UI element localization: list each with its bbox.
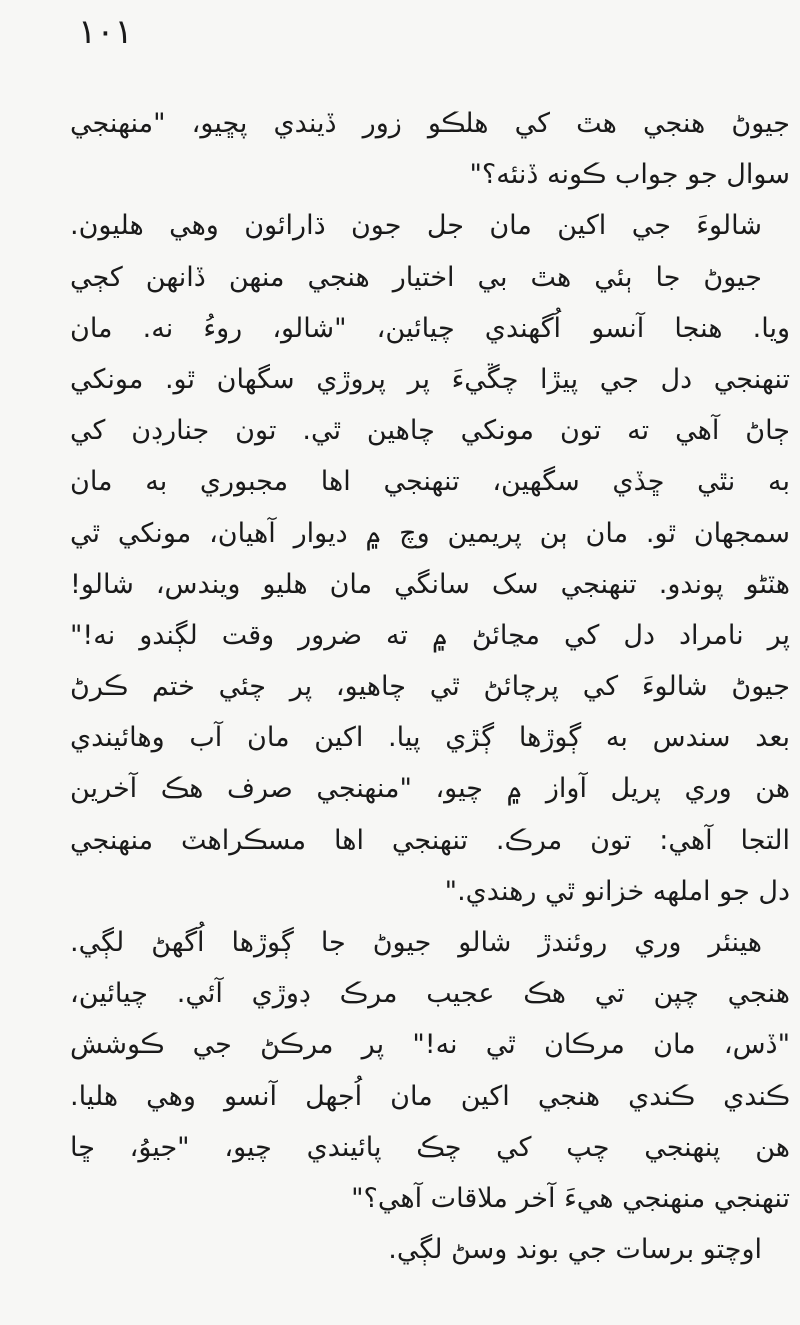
text-line: شالوءَ جي اکين مان جل جون ڌارائون وهي هليون. [70,210,762,242]
text-line: هن وري پريل آواز ۾ چيو، "منهنجي صرف هڪ آخرين [70,773,790,805]
text-line: پر نامراد دل کي مڃائڻ ۾ ته ضرور وقت لڳندو نه!" [70,619,790,651]
text-line: ڪندي ڪندي هنجي اکين مان اُجهل آنسو وهي هليا. [70,1080,790,1112]
text-line: جيوڻ جا ٻئي هٿ بي اختيار هنجي منهن ڏانهن کڄي [70,261,762,293]
text-line: هٽڻو پوندو. تنهنجي سک سانگي مان هليو ويندس، شالو! [70,568,790,600]
text-line: تنهنجي دل جي پيڙا چڱيءَ پر پروڙي سگهان ٿو. مونکي [70,363,790,395]
text-line: "ڏس، مان مرڪان ٿي نه!" پر مرڪڻ جي ڪوشش [70,1029,790,1061]
text-line: جيوڻ شالوءَ کي پرچائڻ ٿي چاهيو، پر چئي ختم ڪرڻ [70,671,790,703]
text-line: بعد سندس به ڳوڙها ڳڙي پيا. اکين مان آب وهائيندي [70,722,790,754]
text-line: تنهنجي منهنجي هيءَ آخر ملاقات آهي؟" [351,1182,790,1214]
text-line: به نٿي ڇڏي سگهين، تنهنجي اها مجبوري به مان [70,466,790,498]
page-number: ١٠١ [78,12,133,52]
text-line: ويا. هنجا آنسو اُگهندي چيائين، "شالو، روءُ نه. مان [70,312,790,344]
text-line: ڄاڻ آهي ته تون مونکي چاهين ٿي. تون جنارڊن کي [70,415,790,447]
text-line: دل جو املهه خزانو ٿي رهندي." [444,875,790,907]
text-line: جيوڻ هنجي هٿ کي هلڪو زور ڏيندي پڇيو، "منهنجي [70,108,790,139]
text-line: سوال جو جواب ڪونه ڏنئه؟" [469,159,790,191]
text-line: اوچتو برسات جي بوند وسڻ لڳي. [388,1234,762,1266]
text-line: سمجهان ٿو. مان ٻن پريمين وچ ۾ ديوار آهيان، مونکي ٿي [70,517,790,549]
page-text [70,98,790,1275]
text-line: التجا آهي: تون مرڪ. تنهنجي اها مسڪراهٽ منهنجي [70,824,790,856]
text-line: هينئر وري روئندڙ شالو جيوڻ جا ڳوڙها اُگهڻ لڳي. [70,927,762,958]
text-line: هن پنهنجي چپ کي چڪ پائيندي چيو، "جيوُ، ڇا [70,1131,790,1163]
text-line: هنجي چپن تي هڪ عجيب مرڪ ڊوڙي آئي. چيائين، [70,978,790,1010]
